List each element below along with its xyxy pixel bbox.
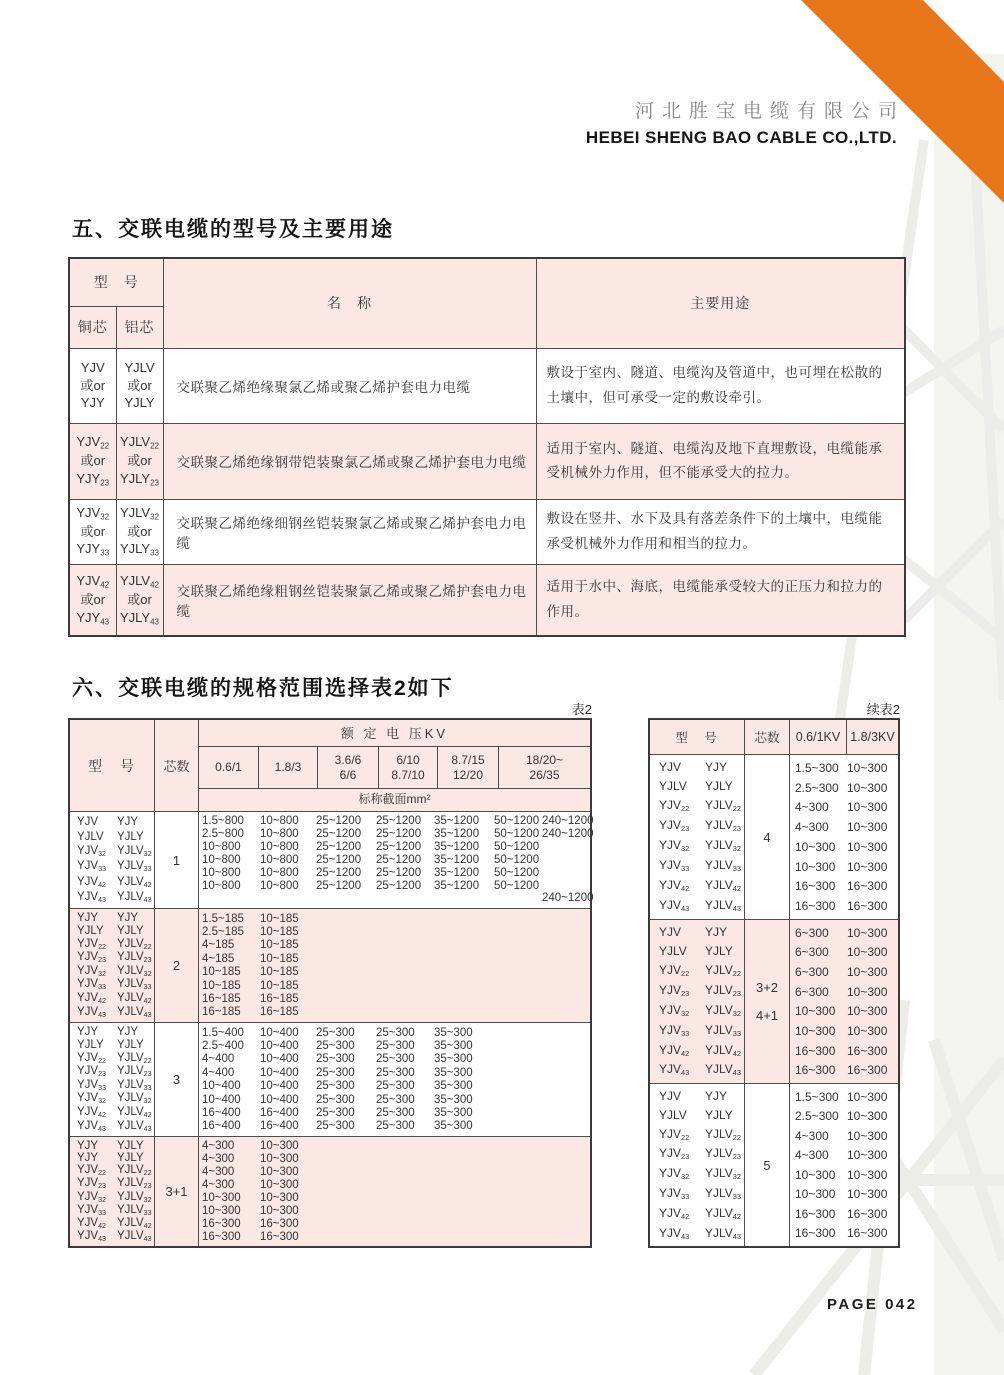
model-pair: $YJV_{33}$ $YJLV_{33}$ <box>77 1203 152 1217</box>
spec-range-table <box>68 718 592 1248</box>
table-row <box>69 564 905 636</box>
name-cell: 交联聚乙烯绝缘粗钢丝铠装聚氯乙烯或聚乙烯护套电力电缆 <box>163 564 536 636</box>
model-pair: $YJV_{32}$ $YJLV_{32}$ <box>77 964 152 978</box>
range-row: 2.5~800 10~800 25~1200 25~1200 35~1200 50~1200 240~1200 <box>202 828 594 841</box>
company-name-en: HEBEI SHENG BAO CABLE CO.,LTD. <box>585 128 897 147</box>
range-row: 10~400 10~400 25~300 25~300 35~300 <box>202 1093 473 1106</box>
model-pair: YJLV YJLY <box>659 779 733 794</box>
values-column <box>199 812 592 908</box>
cores-value: 4 <box>763 829 771 845</box>
model-pair: $YJV_{33}$ $YJLV_{33}$ <box>77 860 152 874</box>
range-row: 4~300 10~300 <box>202 1140 299 1153</box>
cores-value: 4+1 <box>755 1008 779 1023</box>
model-pair: $YJV_{22}$ $YJLV_{22}$ <box>659 798 742 814</box>
range-row: 4~300 10~300 <box>202 1166 299 1179</box>
model-copper-cell: $YJV_{42}$ 或or $YJY_{43}$ <box>69 564 116 636</box>
section6-title: 六、交联电缆的规格范围选择表2如下 <box>72 677 454 700</box>
model-pair: $YJV_{42}$ $YJLV_{42}$ <box>659 1205 742 1221</box>
model-pair: $YJV_{43}$ $YJLV_{43}$ <box>77 1229 152 1243</box>
model-pair: $YJV_{23}$ $YJLV_{23}$ <box>77 951 152 965</box>
range-row: 2.5~400 10~400 25~300 25~300 35~300 <box>202 1040 473 1053</box>
cores-value: 5 <box>763 1157 771 1173</box>
model-usage-table-body <box>69 348 905 636</box>
range-row: 16~185 16~185 <box>202 1006 299 1019</box>
model-aluminum-cell: YJLV 或or YJLY <box>116 348 163 423</box>
range-row: 6~300 10~300 <box>795 965 888 980</box>
model-pair: YJLV YJLY <box>77 830 144 843</box>
range-row: 10~300 10~300 <box>795 1187 888 1202</box>
values-column <box>199 909 590 1022</box>
model-pair: $YJV_{33}$ $YJLV_{33}$ <box>77 1078 152 1092</box>
range-row: 10~185 10~185 <box>202 979 299 992</box>
spec-range-table-continued <box>648 718 900 1248</box>
range-row: 10~185 10~185 <box>202 966 299 979</box>
model-pair: YJY YJY <box>77 912 139 925</box>
model-pair: $YJV_{22}$ $YJLV_{22}$ <box>659 963 742 979</box>
t2b-header <box>650 720 898 755</box>
model-pair: YJLY YJLY <box>77 1038 144 1051</box>
cores-column <box>745 755 790 919</box>
t1-header-name: 名 称 <box>163 258 536 348</box>
spec-block <box>70 812 594 908</box>
model-aluminum-cell: $YJLV_{42}$ 或or $YJLY_{43}$ <box>116 564 163 636</box>
range-row: 4~185 10~185 <box>202 939 299 952</box>
model-pair: $YJV_{23}$ $YJLV_{23}$ <box>659 1146 742 1162</box>
range-row: 16~185 16~185 <box>202 992 299 1005</box>
range-row: 10~300 10~300 <box>795 1023 888 1038</box>
section5-title: 五、交联电缆的型号及主要用途 <box>72 218 394 241</box>
cores-column <box>745 920 790 1083</box>
model-pair: $YJV_{32}$ $YJLV_{32}$ <box>77 1092 152 1106</box>
t2b-header-voltage1: 0.6/1KV <box>790 720 847 754</box>
model-pair: $YJV_{33}$ $YJLV_{33}$ <box>77 978 152 992</box>
model-pair: $YJV_{33}$ $YJLV_{33}$ <box>659 858 742 874</box>
table-row <box>69 423 905 499</box>
model-pair: $YJV_{23}$ $YJLV_{23}$ <box>77 1177 152 1191</box>
model-pair: $YJV_{32}$ $YJLV_{32}$ <box>659 1002 742 1018</box>
model-column <box>70 1137 155 1246</box>
model-pair: $YJV_{42}$ $YJLV_{42}$ <box>77 875 152 889</box>
model-aluminum-cell: $YJLV_{32}$ 或or $YJLY_{33}$ <box>116 499 163 564</box>
model-column <box>70 1023 155 1136</box>
model-pair: YJV YJY <box>659 1089 728 1104</box>
cores-column <box>155 1023 199 1136</box>
company-header <box>0 96 905 148</box>
range-row: 4~400 10~400 25~300 25~300 35~300 <box>202 1053 473 1066</box>
model-pair: YJY YJLY <box>77 1152 144 1165</box>
model-pair: $YJV_{33}$ $YJLV_{33}$ <box>659 1186 742 1202</box>
range-row: 4~300 10~300 <box>795 800 888 815</box>
values-column <box>199 1137 590 1246</box>
range-row: 16~300 16~300 <box>795 1043 888 1058</box>
values-column <box>790 1084 899 1246</box>
model-pair: $YJV_{23}$ $YJLV_{23}$ <box>659 818 742 834</box>
range-row: 4~300 10~300 <box>202 1179 299 1192</box>
range-row: 10~300 10~300 <box>202 1191 299 1204</box>
range-row: 10~800 10~800 25~1200 25~1200 35~1200 50~1200 <box>202 879 540 892</box>
model-pair: $YJV_{43}$ $YJLV_{43}$ <box>77 1005 152 1019</box>
spec-block <box>650 919 898 1083</box>
range-row: 16~400 16~400 25~300 25~300 35~300 <box>202 1120 473 1133</box>
range-row: 4~300 10~300 <box>795 820 888 835</box>
cores-value: 1 <box>172 852 181 868</box>
t1-header-aluminum: 铝芯 <box>116 306 163 348</box>
voltage-column-header: 0.6/1 <box>199 747 259 788</box>
model-pair: $YJV_{22}$ $YJLV_{22}$ <box>77 937 152 951</box>
t2b-header-voltage2: 1.8/3KV <box>850 730 895 744</box>
company-name-cn: 河北胜宝电缆有限公司 <box>634 101 905 122</box>
model-pair: $YJV_{43}$ $YJLV_{43}$ <box>77 890 152 904</box>
t2-header-voltage-title: 额 定 电 压KV <box>199 720 590 747</box>
model-pair: $YJV_{32}$ $YJLV_{32}$ <box>77 1190 152 1204</box>
model-pair: YJY YJLY <box>77 1140 144 1153</box>
model-usage-table <box>68 257 906 637</box>
range-row: 4~400 10~400 25~300 25~300 35~300 <box>202 1066 473 1079</box>
model-pair: YJV YJY <box>77 816 139 829</box>
t1-header-copper: 铜芯 <box>69 306 116 348</box>
model-column <box>650 755 745 919</box>
voltage-column-header: 8.7/15 12/20 <box>438 747 499 788</box>
range-row: 10~300 10~300 <box>202 1204 299 1217</box>
model-pair: $YJV_{22}$ $YJLV_{22}$ <box>77 1051 152 1065</box>
model-pair: $YJV_{42}$ $YJLV_{42}$ <box>77 1216 152 1230</box>
model-pair: $YJV_{32}$ $YJLV_{32}$ <box>659 838 742 854</box>
range-row: 6~300 10~300 <box>795 945 888 960</box>
name-cell: 交联聚乙烯绝缘钢带铠装聚氯乙烯或聚乙烯护套电力电缆 <box>163 423 536 499</box>
range-row: 4~185 10~185 <box>202 952 299 965</box>
range-row: 1.5~300 10~300 <box>795 760 888 775</box>
range-row: 1.5~800 10~800 25~1200 25~1200 35~1200 50~1200 240~1200 <box>202 815 594 828</box>
model-pair: YJV YJY <box>659 925 728 940</box>
t2-header-model: 型 号 <box>70 720 155 811</box>
spec-block <box>650 1083 898 1246</box>
model-pair: $YJV_{22}$ $YJLV_{22}$ <box>659 1126 742 1142</box>
voltage-column-header: 1.8/3 <box>259 747 318 788</box>
range-row: 6~300 10~300 <box>795 925 888 940</box>
model-column <box>70 812 155 908</box>
table-row <box>69 348 905 423</box>
range-row: 240~1200 <box>542 892 594 905</box>
model-pair: $YJV_{42}$ $YJLV_{42}$ <box>659 1042 742 1058</box>
usage-cell: 适用于水中、海底，电缆能承受较大的正压力和拉力的作用。 <box>536 564 905 636</box>
model-pair: $YJV_{23}$ $YJLV_{23}$ <box>659 982 742 998</box>
model-pair: $YJV_{32}$ $YJLV_{32}$ <box>77 844 152 858</box>
model-copper-cell: YJV 或or YJY <box>69 348 116 423</box>
range-row: 4~300 10~300 <box>202 1153 299 1166</box>
table-row <box>69 499 905 564</box>
range-row: 10~300 10~300 <box>795 859 888 874</box>
values-column <box>790 755 899 919</box>
model-pair: YJLV YJLY <box>659 944 733 959</box>
name-cell: 交联聚乙烯绝缘聚氯乙烯或聚乙烯护套电力电缆 <box>163 348 536 423</box>
range-row: 10~800 10~800 25~1200 25~1200 35~1200 50~1200 <box>202 841 540 854</box>
range-row: 1.5~185 10~185 <box>202 912 299 925</box>
cores-column <box>155 812 199 908</box>
page-number: PAGE 042 <box>827 1296 918 1313</box>
range-row: 10~300 10~300 <box>795 1167 888 1182</box>
range-row: 10~300 10~300 <box>795 839 888 854</box>
values-column <box>790 920 899 1083</box>
usage-cell: 适用于室内、隧道、电缆沟及地下直埋敷设，电缆能承受机械外力作用，但不能承受大的拉力。 <box>536 423 905 499</box>
values-column <box>199 1023 590 1136</box>
model-pair: $YJV_{22}$ $YJLV_{22}$ <box>77 1164 152 1178</box>
model-pair: $YJV_{43}$ $YJLV_{43}$ <box>659 1062 742 1078</box>
range-row: 16~400 16~400 25~300 25~300 35~300 <box>202 1106 473 1119</box>
cores-value: 3 <box>172 1072 181 1087</box>
range-row: 2.5~185 10~185 <box>202 926 299 939</box>
t2-header-cores: 芯数 <box>155 720 199 811</box>
range-row: 6~300 10~300 <box>795 984 888 999</box>
t2-header-voltage-area <box>199 720 590 811</box>
t1-header-usage: 主要用途 <box>536 258 905 348</box>
cores-column <box>745 1084 790 1246</box>
model-aluminum-cell: $YJLV_{22}$ 或or $YJLY_{23}$ <box>116 423 163 499</box>
cores-value: 2 <box>172 958 181 973</box>
range-row: 1.5~300 10~300 <box>795 1089 888 1104</box>
model-pair: $YJV_{42}$ $YJLV_{42}$ <box>77 1106 152 1119</box>
range-row: 10~400 10~400 25~300 25~300 35~300 <box>202 1080 473 1093</box>
range-row: 10~800 10~800 25~1200 25~1200 35~1200 50~1200 <box>202 866 540 879</box>
cores-column <box>155 909 199 1022</box>
usage-cell: 敷设在竖井、水下及具有落差条件下的土壤中，电缆能承受机械外力作用和相当的拉力。 <box>536 499 905 564</box>
name-cell: 交联聚乙烯绝缘细钢丝铠装聚氯乙烯或聚乙烯护套电力电缆 <box>163 499 536 564</box>
range-row: 16~300 16~300 <box>795 879 888 894</box>
range-row: 16~300 16~300 <box>795 1226 888 1241</box>
range-row: 16~300 16~300 <box>795 899 888 914</box>
range-row: 10~800 10~800 25~1200 25~1200 35~1200 50~1200 <box>202 853 540 866</box>
cores-value: 3+1 <box>165 1184 188 1199</box>
t2-header-voltage-cells <box>199 747 590 789</box>
range-row: 4~300 10~300 <box>795 1148 888 1163</box>
range-row: 2.5~300 10~300 <box>795 1109 888 1124</box>
model-pair: $YJV_{42}$ $YJLV_{42}$ <box>659 878 742 894</box>
model-copper-cell: $YJV_{22}$ 或or $YJY_{23}$ <box>69 423 116 499</box>
model-pair: $YJV_{32}$ $YJLV_{32}$ <box>659 1166 742 1182</box>
voltage-column-header: 6/10 8.7/10 <box>379 747 438 788</box>
cores-column <box>155 1137 199 1246</box>
range-row: 2.5~300 10~300 <box>795 780 888 795</box>
spec-range-table-header <box>70 720 590 812</box>
range-row: 16~300 16~300 <box>795 1063 888 1078</box>
spec-block <box>70 908 590 1022</box>
cores-value: 3+2 <box>755 980 779 995</box>
table2-continued-label: 续表2 <box>866 702 900 717</box>
model-pair: YJLY YJLY <box>77 924 144 937</box>
voltage-column-header: 3.6/6 6/6 <box>318 747 379 788</box>
spec-block <box>650 755 898 919</box>
model-column <box>650 1084 745 1246</box>
model-pair: YJV YJY <box>659 760 728 775</box>
t2-header-section-note: 标称截面mm² <box>358 792 431 807</box>
model-pair: $YJV_{42}$ $YJLV_{42}$ <box>77 992 152 1005</box>
model-pair: $YJV_{33}$ $YJLV_{33}$ <box>659 1022 742 1038</box>
t1-header-model: 型 号 <box>69 258 163 306</box>
range-row: 10~300 10~300 <box>795 1004 888 1019</box>
t2b-header-cores: 芯数 <box>745 720 790 754</box>
model-column <box>650 920 745 1083</box>
range-row: 1.5~400 10~400 25~300 25~300 35~300 <box>202 1026 473 1039</box>
model-column <box>70 909 155 1022</box>
voltage-column-header: 18/20~ 26/35 <box>525 752 564 782</box>
model-pair: $YJV_{43}$ $YJLV_{43}$ <box>659 1225 742 1241</box>
model-pair: $YJV_{43}$ $YJLV_{43}$ <box>77 1119 152 1133</box>
range-row: 4~300 10~300 <box>795 1128 888 1143</box>
range-row: 16~300 16~300 <box>202 1230 299 1243</box>
spec-block <box>70 1136 590 1246</box>
model-copper-cell: $YJV_{32}$ 或or $YJY_{33}$ <box>69 499 116 564</box>
model-pair: $YJV_{43}$ $YJLV_{43}$ <box>659 898 742 914</box>
range-row: 16~300 16~300 <box>202 1217 299 1230</box>
model-pair: YJY YJY <box>77 1026 139 1039</box>
usage-cell: 敷设于室内、隧道、电缆沟及管道中，也可埋在松散的土壤中，但可承受一定的敷设牵引。 <box>536 348 905 423</box>
spec-block <box>70 1022 590 1136</box>
t2b-header-model: 型 号 <box>650 720 745 754</box>
model-pair: YJLV YJLY <box>659 1108 733 1123</box>
table2-label: 表2 <box>571 702 592 717</box>
range-row: 16~300 16~300 <box>795 1206 888 1221</box>
model-pair: $YJV_{23}$ $YJLV_{23}$ <box>77 1065 152 1079</box>
